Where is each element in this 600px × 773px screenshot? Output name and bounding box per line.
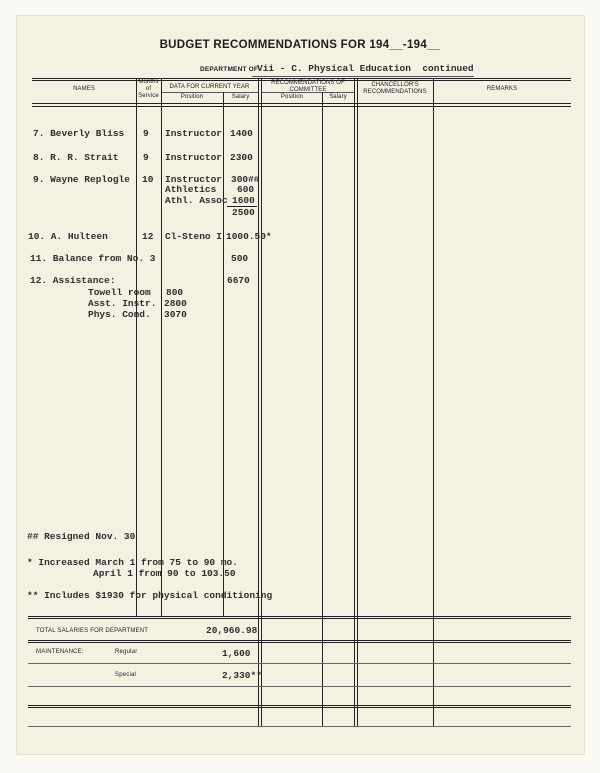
col-header-committee-position: Position — [280, 94, 304, 100]
department-value: Vii - C. Physical Education continued — [257, 63, 474, 74]
row-months: 10 — [142, 174, 154, 185]
col-header-position: Position — [180, 94, 204, 100]
row-salary: 600 — [237, 184, 255, 195]
col-rule-chancellor — [433, 78, 434, 726]
regular-label: Regular — [115, 649, 138, 655]
regular-value: 1,600 — [222, 648, 251, 659]
row-salary: 500 — [231, 253, 249, 264]
header-bottom-rule — [32, 103, 571, 104]
assistance-amount: 2800 — [164, 298, 187, 309]
col-rule-months — [161, 78, 162, 616]
note-resigned: ## Resigned Nov. 30 — [27, 531, 136, 542]
department-underline — [252, 76, 474, 77]
row-name: 9. Wayne Replogle — [33, 174, 130, 185]
col-rule-names — [136, 78, 137, 616]
page-title: BUDGET RECOMMENDATIONS FOR 194__-194__ — [159, 39, 441, 51]
note-includes: ** Includes $1930 for physical conditioning — [27, 590, 273, 601]
footer-rule-special — [28, 686, 571, 687]
footer-rule-regular — [28, 663, 571, 664]
department-label: DEPARTMENT OF — [200, 66, 259, 73]
assistance-amount: 800 — [166, 287, 184, 298]
col-header-chancellor: CHANCELLOR'S RECOMMENDATIONS — [363, 82, 427, 95]
col-header-remarks: REMARKS — [486, 86, 518, 92]
footer-rule-total — [28, 640, 571, 641]
row-name: 7. Beverly Bliss — [33, 128, 125, 139]
special-value: 2,330** — [222, 670, 262, 681]
note-increased-2: April 1 from 90 to 103.50 — [93, 568, 236, 579]
col-rule-committee-position — [322, 92, 323, 726]
footer-rule-top-2 — [28, 618, 571, 619]
row-position: Cl-Steno I — [165, 231, 223, 242]
footer-rule-bottom-2 — [28, 707, 571, 708]
row-position: Instructor — [165, 128, 223, 139]
footer-rule-end — [28, 726, 571, 727]
col-header-names: NAMES — [73, 86, 95, 92]
col-header-current-year: DATA FOR CURRENT YEAR — [169, 84, 250, 90]
row-name: 10. A. Hulteen — [28, 231, 108, 242]
col-rule-committee-a — [354, 78, 355, 726]
row-salary: 1000.50* — [226, 231, 272, 242]
assistance-label: Asst. Instr. — [88, 298, 157, 309]
total-salaries-label: TOTAL SALARIES FOR DEPARTMENT — [36, 628, 149, 634]
row-months: 12 — [142, 231, 154, 242]
assistance-label: Towell room — [88, 287, 151, 298]
assistance-amount: 3070 — [164, 309, 187, 320]
row-salary: 2500 — [232, 207, 255, 218]
row-position: Athl. Assoc — [165, 195, 228, 206]
footer-rule-bottom — [28, 705, 571, 706]
footer-rule-total-2 — [28, 642, 571, 643]
col-header-months: Months of Service — [138, 79, 159, 99]
row-months: 9 — [143, 128, 149, 139]
special-label: Special — [115, 672, 137, 678]
note-increased: * Increased March 1 from 75 to 90 mo. — [27, 557, 238, 568]
assistance-label: Phys. Cond. — [88, 309, 151, 320]
paper-sheet — [17, 16, 584, 754]
col-header-committee-salary: Salary — [329, 94, 347, 100]
row-name: 12. Assistance: — [30, 275, 116, 286]
row-salary: 1400 — [230, 128, 253, 139]
footer-rule-top — [28, 616, 571, 617]
maintenance-label: MAINTENANCE: — [36, 649, 84, 655]
header-bottom-rule-2 — [32, 106, 571, 107]
row-name: 11. Balance from No. 3 — [30, 253, 156, 264]
col-rule-committee-b — [357, 78, 358, 726]
col-rule-position — [223, 92, 224, 616]
header-top-rule — [32, 78, 571, 79]
row-name: 8. R. R. Strait — [33, 152, 119, 163]
row-salary: 1600 — [232, 195, 255, 206]
row-position: Instructor — [165, 152, 223, 163]
row-months: 9 — [143, 152, 149, 163]
row-salary: 6670 — [227, 275, 250, 286]
col-header-salary: Salary — [231, 94, 250, 100]
current-year-subrule — [161, 92, 258, 93]
total-salaries-value: 20,960.98 — [206, 625, 258, 636]
col-rule-salary-b — [261, 78, 262, 726]
col-header-committee: RECOMMENDATIONS OF COMMITTEE — [271, 80, 345, 93]
row-position: Athletics — [165, 184, 217, 195]
row-salary: 2300 — [230, 152, 253, 163]
row-salary: 300## — [231, 174, 260, 185]
row-position: Instructor — [165, 174, 223, 185]
